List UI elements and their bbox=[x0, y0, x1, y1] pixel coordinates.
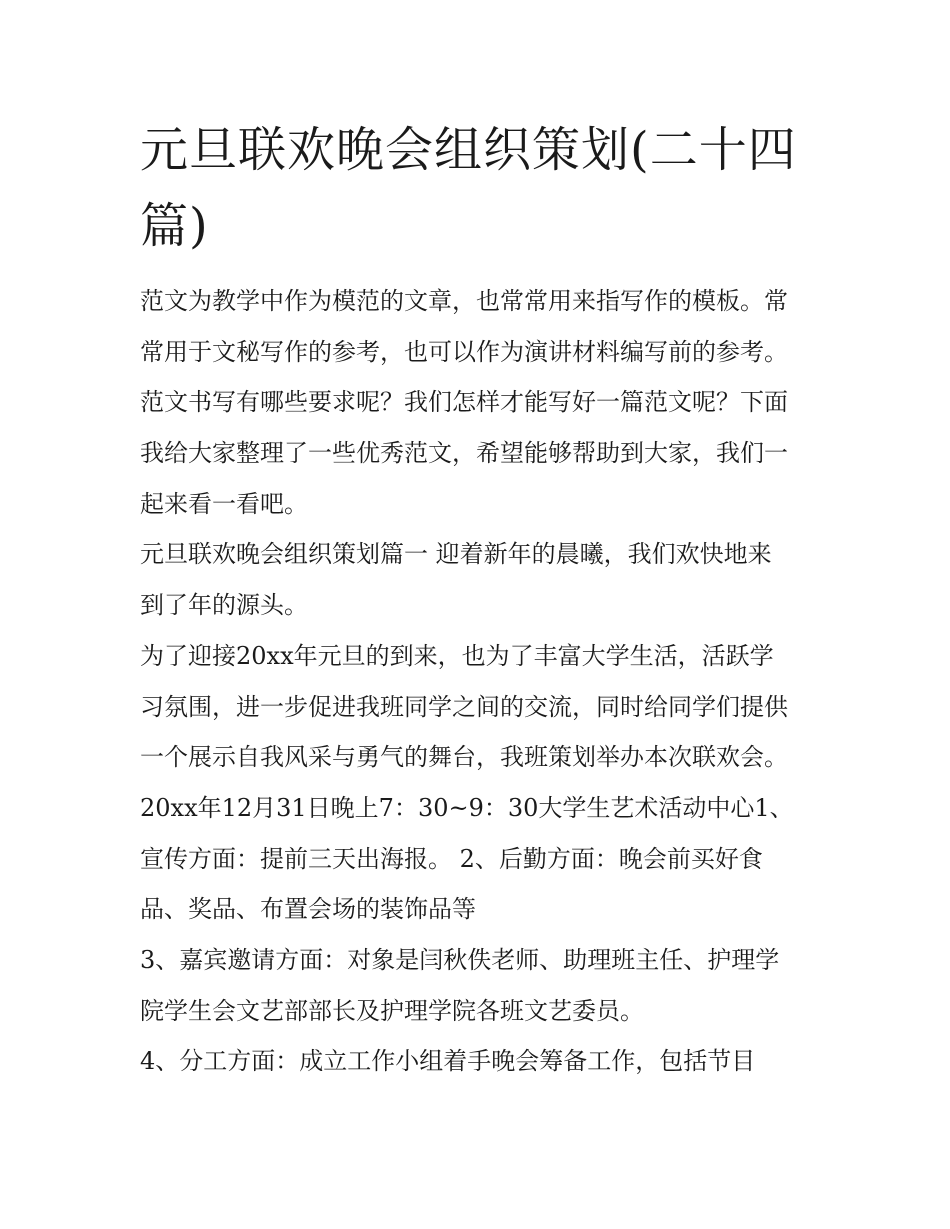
body-line: 常用于文秘写作的参考，也可以作为演讲材料编写前的参考。 bbox=[140, 337, 788, 366]
title-line: 元旦联欢晚会组织策划(二十四 bbox=[140, 122, 797, 178]
body-line: 起来看一看吧。 bbox=[140, 489, 308, 518]
body-line: 范文为教学中作为模范的文章，也常常用来指写作的模板。常 bbox=[140, 287, 788, 315]
body-line: 宣传方面：提前三天出海报。 2、后勤方面：晚会前买好食 bbox=[140, 844, 763, 873]
body-line: 到了年的源头。 bbox=[140, 591, 308, 620]
body-line: 我给大家整理了一些优秀范文，希望能够帮助到大家，我们一 bbox=[140, 439, 788, 468]
body-line: 3、嘉宾邀请方面：对象是闫秋佚老师、助理班主任、护理学 bbox=[140, 945, 780, 974]
body-line: 一个展示自我风采与勇气的舞台，我班策划举办本次联欢会。 bbox=[140, 743, 788, 772]
body-line: 院学生会文艺部部长及护理学院各班文艺委员。 bbox=[140, 996, 644, 1025]
body-line: 品、奖品、布置会场的装饰品等 bbox=[140, 895, 476, 924]
document-title bbox=[140, 112, 820, 264]
title-line: 篇) bbox=[140, 198, 209, 254]
body-line: 4、分工方面：成立工作小组着手晚会筹备工作，包括节目 bbox=[140, 1047, 756, 1076]
document-body bbox=[140, 276, 820, 1087]
body-line: 范文书写有哪些要求呢？我们怎样才能写好一篇范文呢？下面 bbox=[140, 388, 788, 417]
body-line: 20xx年12月31日晚上7：30~9：30大学生艺术活动中心1、 bbox=[140, 793, 794, 822]
body-line: 元旦联欢晚会组织策划篇一 迎着新年的晨曦，我们欢快地来 bbox=[140, 540, 772, 569]
body-line: 为了迎接20xx年元旦的到来，也为了丰富大学生活，活跃学 bbox=[140, 641, 774, 670]
body-line: 习氛围，进一步促进我班同学之间的交流，同时给同学们提供 bbox=[140, 692, 788, 721]
